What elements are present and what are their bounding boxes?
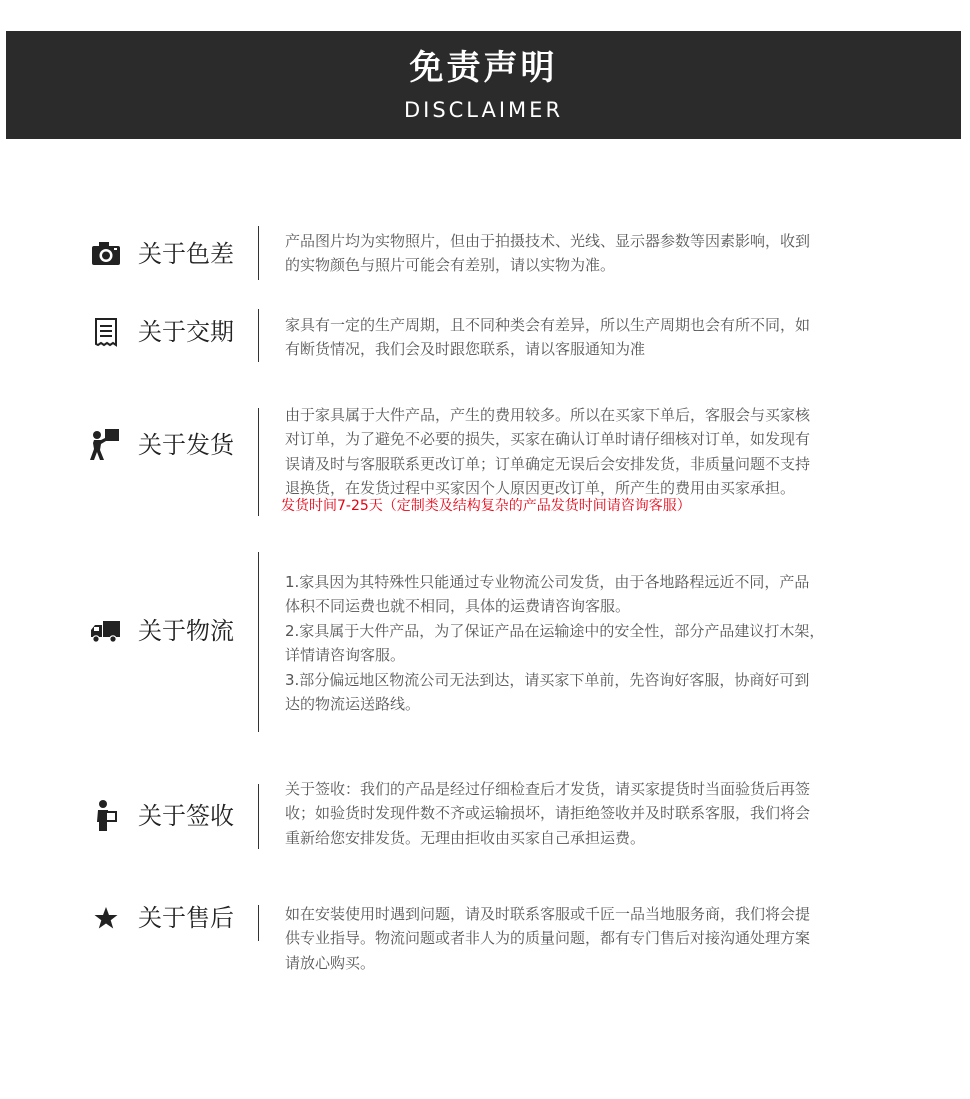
text-line: 重新给您安排发货。无理由拒收由买家自己承担运费。	[285, 828, 646, 847]
text-line: 体积不同运费也就不相同，具体的运费请咨询客服。	[285, 597, 631, 616]
section-title: 关于发货	[138, 431, 234, 459]
text-line: 由于家具属于大件产品，产生的费用较多。所以在买家下单后，客服会与买家核	[285, 406, 811, 424]
page-subtitle: DISCLAIMER	[403, 98, 564, 122]
camera-icon	[88, 236, 124, 272]
section-text	[285, 313, 885, 362]
courier-package-icon	[88, 798, 124, 834]
truck-icon	[88, 613, 124, 649]
disclaimer-header	[6, 31, 961, 139]
text-line: 关于签收：我们的产品是经过仔细检查后才发货，请买家提货时当面验货后再签	[285, 780, 811, 798]
section-title: 关于色差	[138, 240, 234, 268]
section-title: 关于交期	[138, 318, 234, 346]
text-line: 的实物颜色与照片可能会有差别，请以实物为准。	[285, 256, 616, 275]
section-text	[285, 902, 885, 975]
divider	[258, 552, 259, 732]
section-title: 关于物流	[138, 617, 234, 645]
star-icon	[88, 900, 124, 936]
divider	[258, 905, 259, 941]
section-title: 关于售后	[138, 904, 234, 932]
text-line: 供专业指导。物流问题或者非人为的质量问题，都有专门售后对接沟通处理方案	[285, 929, 811, 948]
text-line: 对订单，为了避免不必要的损失，买家在确认订单时请仔细核对订单，如发现有	[285, 430, 811, 449]
text-line: 产品图片均为实物照片，但由于拍摄技术、光线、显示器参数等因素影响，收到	[285, 232, 811, 250]
section-text	[285, 229, 885, 278]
text-line: 请放心购买。	[285, 953, 376, 972]
section-text	[285, 777, 885, 850]
divider	[258, 309, 259, 362]
section-title: 关于签收	[138, 802, 234, 830]
divider	[258, 784, 259, 849]
text-line: 误请及时与客服联系更改订单；订单确定无误后会安排发货，非质量问题不支持	[285, 454, 811, 473]
text-line: 退换货，在发货过程中买家因个人原因更改订单，所产生的费用由买家承担。	[285, 479, 796, 498]
text-line: 有断货情况，我们会及时跟您联系，请以客服通知为准	[285, 340, 646, 359]
section-text	[285, 403, 885, 501]
receipt-icon	[88, 314, 124, 350]
text-line: 详情请咨询客服。	[285, 646, 406, 665]
section-text	[285, 570, 885, 716]
shipping-time-note: 发货时间7-25天（定制类及结构复杂的产品发货时间请咨询客服）	[281, 498, 691, 514]
divider	[258, 226, 259, 280]
text-line: 达的物流运送路线。	[285, 695, 421, 714]
page-title: 免责声明	[409, 48, 558, 88]
delivery-person-icon	[88, 427, 124, 463]
text-line: 收；如验货时发现件数不齐或运输损坏，请拒绝签收并及时联系客服，我们将会	[285, 804, 811, 823]
text-line: 2.家具属于大件产品，为了保证产品在运输途中的安全性，部分产品建议打木架，	[285, 621, 825, 640]
text-line: 3.部分偏远地区物流公司无法到达，请买家下单前，先咨询好客服，协商好可到	[285, 670, 810, 689]
text-line: 如在安装使用时遇到问题，请及时联系客服或千匠一品当地服务商，我们将会提	[285, 905, 811, 923]
text-line: 家具有一定的生产周期，且不同种类会有差异，所以生产周期也会有所不同，如	[285, 316, 811, 334]
divider	[258, 408, 259, 516]
text-line: 1.家具因为其特殊性只能通过专业物流公司发货，由于各地路程远近不同，产品	[285, 573, 810, 591]
